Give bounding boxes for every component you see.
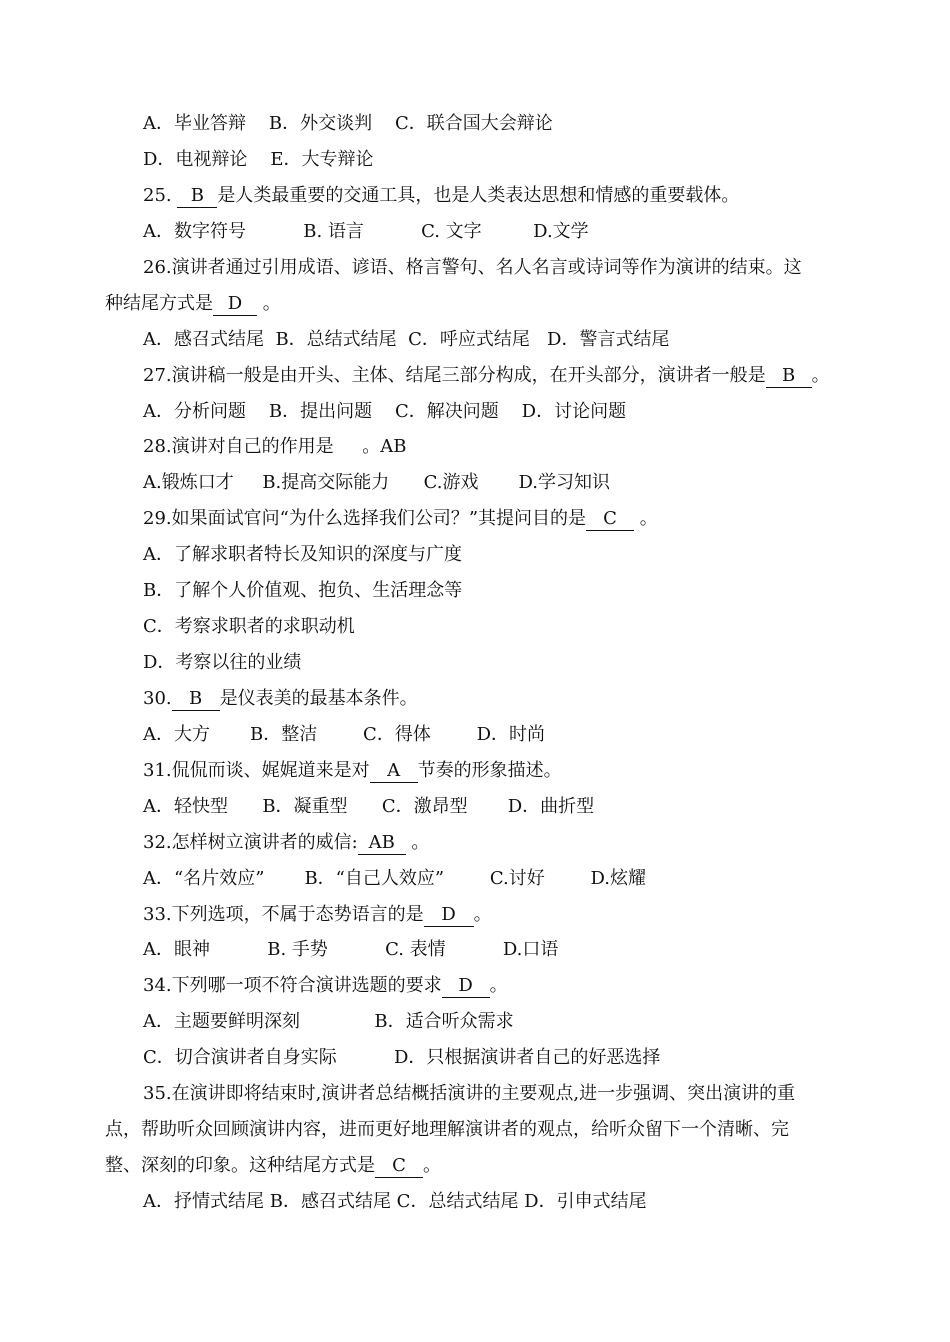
q32-options: A．“名片效应” B．“自己人效应” C.讨好 D.炫耀 (143, 868, 646, 889)
answer-blank: AB (358, 832, 406, 855)
question-35-cont-1: 点，帮助听众回顾演讲内容，进而更好地理解演讲者的观点，给听众留下一个清晰、完 (105, 1119, 789, 1140)
question-28: 28.演讲对自己的作用是 。AB (143, 436, 407, 457)
question-29: 29.如果面试官问“为什么选择我们公司？”其提问目的是 C 。 (143, 508, 658, 529)
answer-blank: D (442, 975, 490, 998)
q24-options-row-1: A．毕业答辩 B．外交谈判 C．联合国大会辩论 (143, 113, 553, 134)
question-35-cont-2: 整、深刻的印象。这种结尾方式是 C 。 (105, 1155, 441, 1176)
q31-options: A．轻快型 B．凝重型 C．激昂型 D．曲折型 (143, 796, 595, 817)
q25-options: A．数字符号 B. 语言 C. 文字 D.文学 (143, 221, 589, 242)
q34-options-row-1: A．主题要鲜明深刻 B．适合听众需求 (143, 1011, 514, 1032)
answer-blank: A (370, 760, 418, 783)
q29-option-d: D．考察以往的业绩 (143, 652, 302, 673)
answer-blank: D (213, 293, 257, 316)
answer-blank: C (586, 508, 634, 531)
question-32: 32.怎样树立演讲者的威信: AB 。 (143, 832, 430, 853)
answer-blank: B (177, 185, 217, 208)
q34-options-row-2: C．切合演讲者自身实际 D．只根据演讲者自己的好恶选择 (143, 1047, 661, 1068)
q24-options-row-2: D．电视辩论 E．大专辩论 (143, 149, 374, 170)
q27-options: A．分析问题 B．提出问题 C．解决问题 D．讨论问题 (143, 401, 627, 422)
question-34: 34.下列哪一项不符合演讲选题的要求 D 。 (143, 975, 508, 996)
question-31: 31.侃侃而谈、娓娓道来是对 A 节奏的形象描述。 (143, 760, 562, 781)
question-26: 26.演讲者通过引用成语、谚语、格言警句、名人名言或诗词等作为演讲的结束。这 (143, 257, 802, 278)
question-27: 27.演讲稿一般是由开头、主体、结尾三部分构成，在开头部分，演讲者一般是 B 。 (143, 365, 830, 386)
question-26-cont: 种结尾方式是 D 。 (105, 293, 281, 314)
question-33: 33.下列选项，不属于态势语言的是 D 。 (143, 904, 492, 925)
q26-options: A．感召式结尾 B．总结式结尾 C．呼应式结尾 D．警言式结尾 (143, 329, 670, 350)
answer-blank: D (424, 904, 474, 927)
q29-option-a: A．了解求职者特长及知识的深度与广度 (143, 544, 462, 565)
q30-options: A．大方 B．整洁 C．得体 D．时尚 (143, 724, 546, 745)
question-35: 35.在演讲即将结束时,演讲者总结概括演讲的主要观点,进一步强调、突出演讲的重 (143, 1083, 796, 1104)
answer-blank: B (766, 365, 812, 388)
answer-blank: C (375, 1155, 423, 1178)
q28-options: A.锻炼口才 B.提高交际能力 C.游戏 D.学习知识 (143, 472, 611, 493)
q33-options: A．眼神 B. 手势 C. 表情 D.口语 (143, 939, 559, 960)
q29-option-c: C．考察求职者的求职动机 (143, 616, 355, 637)
q35-options: A．抒情式结尾 B．感召式结尾 C．总结式结尾 D．引申式结尾 (143, 1191, 647, 1212)
question-25: 25. B 是人类最重要的交通工具，也是人类表达思想和情感的重要载体。 (143, 185, 740, 206)
q29-option-b: B．了解个人价值观、抱负、生活理念等 (143, 580, 463, 601)
question-30: 30. B 是仪表美的最基本条件。 (143, 688, 418, 709)
answer-blank: B (172, 688, 220, 711)
